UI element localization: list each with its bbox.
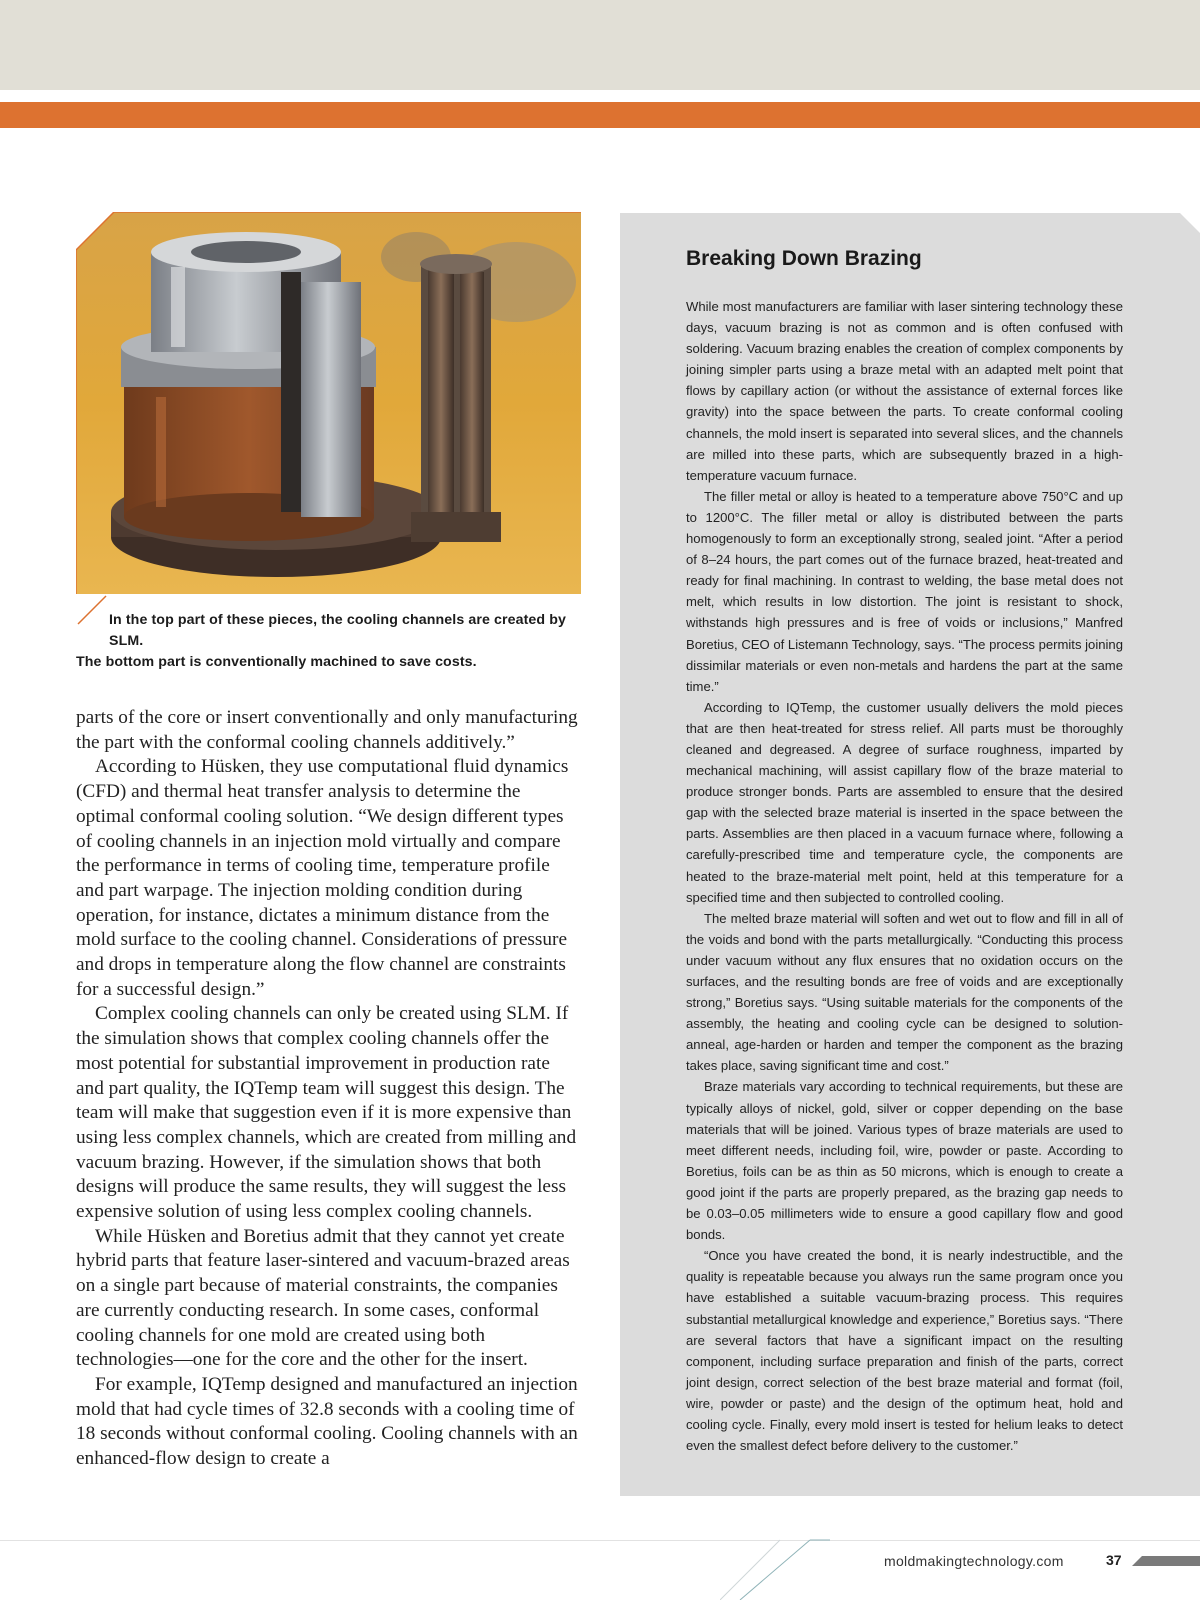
footer-deco-lines <box>720 1538 830 1600</box>
main-paragraph: According to Hüsken, they use computational fluid dynamics (CFD) and thermal heat transfer analysis to determine the optimal conformal cooling solution. “We design different types of cooling channels in an injection mold virtually and compare the performance in terms of cooling time, temperature profile and part warpage. The injection molding condition during operation, for instance, dictates a minimum distance from the mold surface to the cooling channel. Considerations of pressure and drops in temperature along the flow channel are constraints for a successful design.” <box>76 756 569 1000</box>
sidebar-paragraph: Braze materials vary according to technical requirements, but these are typically alloys of nickel, gold, silver or copper depending on the base materials that will be joined. Various types of braze materials are used to meet different needs, including foil, wire, powder or paste. According to Boretius, foils can be as thin as 50 microns, which is enough to create a good joint if the parts are properly prepared, as the brazing gap needs to be 0.03–0.05 millimeters wide to ensure a good capillary flow and good bonds. <box>686 1079 1123 1243</box>
mold-pieces-photo <box>76 212 581 594</box>
sidebar-body <box>686 296 1123 1456</box>
sidebar-cut-corner <box>1180 213 1200 233</box>
main-article-column <box>76 706 581 1472</box>
footer-page-tab <box>1132 1556 1200 1566</box>
photo-caption <box>76 610 596 673</box>
sidebar-paragraph: The melted braze material will soften and wet out to flow and fill in all of the voids and bond with the parts metallurgically. “Conducting this process under vacuum without any flux ensures that no oxidation occurs on the surfaces, and the resulting bonds are free of voids and are exceptionally strong,” Boretius says. “Using suitable materials for the components of the assembly, the heating and cooling cycle can be designed to solution-anneal, age-harden or harden and temper the component as the brazing takes place, saving significant time and cost.” <box>686 910 1123 1074</box>
header-band <box>0 0 1200 90</box>
main-paragraph: For example, IQTemp designed and manufactured an injection mold that had cycle times of 32.8 seconds with a cooling time of 18 seconds without conformal cooling. Cooling channels with an enhanced-flow design to create a <box>76 1373 578 1470</box>
page-number: 37 <box>1106 1552 1122 1568</box>
main-paragraph: Complex cooling channels can only be created using SLM. If the simulation shows that complex cooling channels offer the most potential for substantial improvement in production rate and part quality, the IQTemp team will suggest this design. The team will make that suggestion even if it is more expensive than using less complex channels, which are created from milling and vacuum brazing. However, if the simulation shows that both designs will produce the same results, they will suggest the less expensive solution of using less complex cooling channels. <box>76 1003 577 1223</box>
sidebar-paragraph: “Once you have created the bond, it is nearly indestructible, and the quality is repeatable because you always run the same program once you have established a suitable vacuum-brazing process. This requires substantial metallurgical knowledge and experience,” Boretius says. “There are several factors that have a significant impact on the resulting component, including surface preparation and finish of the parts, correct joint design, correct selection of the best braze material and format (foil, wire, powder or paste) and the design of the optimum heat, hold and cooling cycle. Finally, every mold insert is tested for helium leaks to detect even the smallest defect before delivery to the customer.” <box>686 1248 1123 1454</box>
sidebar-paragraph: The filler metal or alloy is heated to a temperature above 750°C and up to 1200°C. The filler metal or alloy is distributed between the parts homogenously to form an exceptionally strong, sealed joint. “After a period of 8–24 hours, the part comes out of the furnace brazed, heat-treated and ready for final machining. In contrast to welding, the base metal does not melt, which results in low distortion. The joint is resistant to shock, withstands high pressures and is free of voids or inclusions,” Manfred Boretius, CEO of Listemann Technology, says. “The process permits joining dissimilar materials or even non-metals and hardens the part at the same time.” <box>686 488 1123 694</box>
sidebar-title: Breaking Down Brazing <box>686 247 922 270</box>
sidebar-paragraph: According to IQTemp, the customer usually delivers the mold pieces that are then heat-treated for stress relief. All parts must be thoroughly cleaned and degreased. A degree of surface roughness, imparted by mechanical machining, will assist capillary flow of the braze material to produce stronger bonds. Parts are assembled to ensure that the desired gap with the selected braze material is inserted in the space between the parts. Assemblies are then placed in a vacuum furnace where, following a carefully-prescribed time and temperature cycle, the components are heated to the braze-material melt point, held at this temperature for a specified time and then subjected to controlled cooling. <box>686 699 1123 905</box>
footer-website: moldmakingtechnology.com <box>884 1553 1064 1569</box>
footer-rule <box>0 1540 1200 1541</box>
caption-line-2: The bottom part is conventionally machined to save costs. <box>76 654 477 670</box>
caption-line-1: In the top part of these pieces, the cooling channels are created by SLM. <box>109 612 566 649</box>
sidebar-paragraph: While most manufacturers are familiar with laser sintering technology these days, vacuum brazing is not as common and is often confused with soldering. Vacuum brazing enables the creation of complex components by joining simpler parts using a braze metal with an adapted melt point that flows by capillary action (or without the assistance of external forces like gravity) into the space between the parts. To create conformal cooling channels, the mold insert is separated into several slices, and the channels are milled into these parts, which are subsequently brazed in a high-temperature vacuum furnace. <box>686 299 1123 483</box>
main-paragraph: While Hüsken and Boretius admit that they cannot yet create hybrid parts that feature laser-sintered and vacuum-brazed areas on a single part because of material constraints, the companies are currently conducting research. In some cases, conformal cooling channels for one mold are created using both technologies—one for the core and the other for the insert. <box>76 1225 570 1371</box>
accent-bar <box>0 102 1200 128</box>
main-paragraph: parts of the core or insert conventionally and only manufacturing the part with the conformal cooling channels additively.” <box>76 707 578 753</box>
